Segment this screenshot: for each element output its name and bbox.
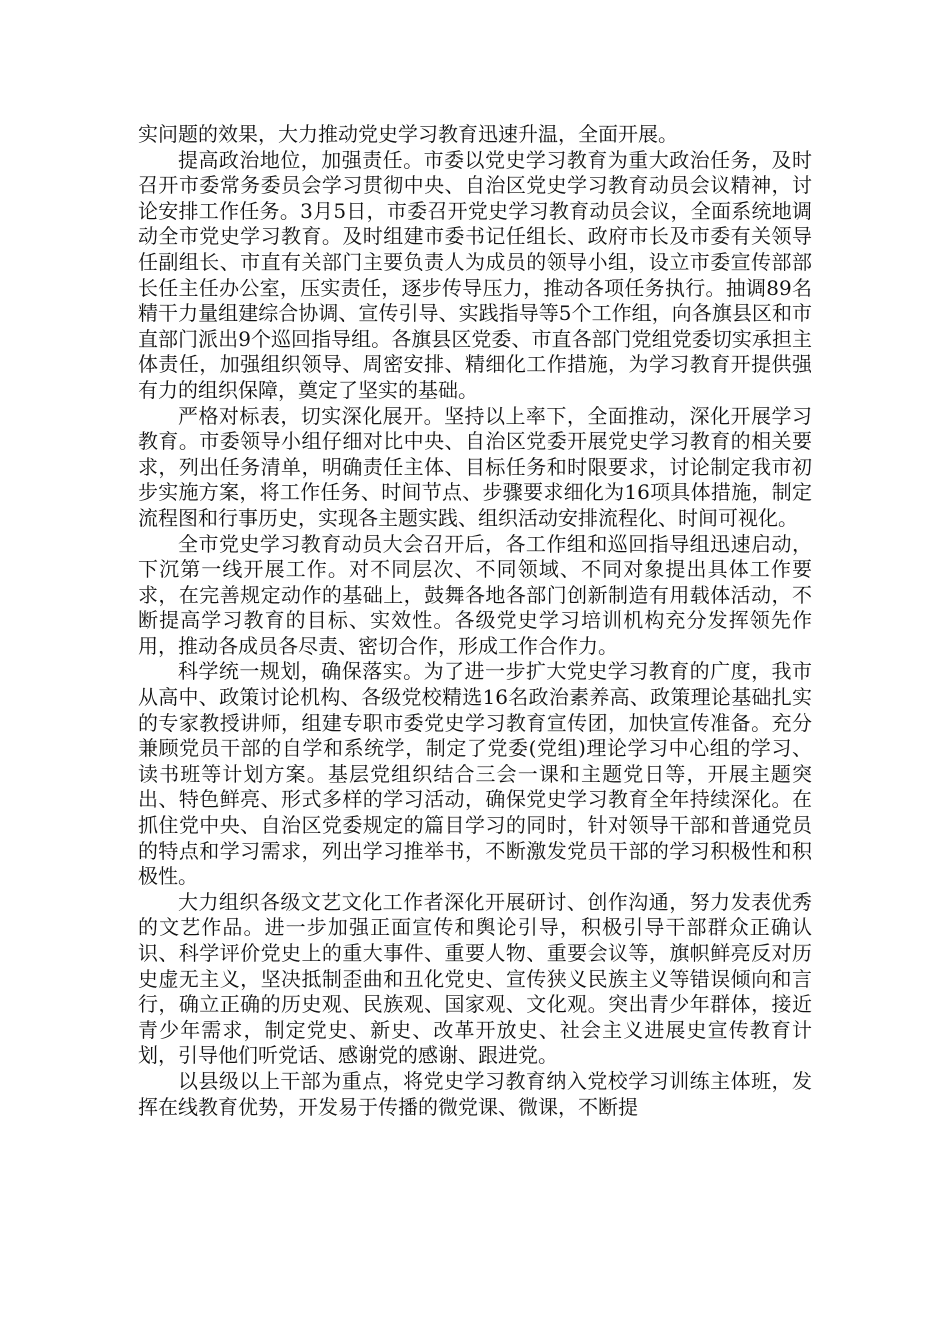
paragraph-mobilization: 全市党史学习教育动员大会召开后，各工作组和巡回指导组迅速启动，下沉第一线开展工作。对不同层次、不同领域、不同对象提出具体工作要求，在完善规定动作的基础上，鼓舞各地各部门创新制造有用载体活动，不断提高学习教育的目标、实效性。各级党史学习培训机构充分发挥领先作用，推动各成员各尽责、密切合作，形成工作合作力。 xyxy=(138,531,812,658)
paragraph-arts-culture: 大力组织各级文艺文化工作者深化开展研讨、创作沟通，努力发表优秀的文艺作品。进一步加强正面宣传和舆论引导，积极引导干部群众正确认识、科学评价党史上的重大事件、重要人物、重要会议等，旗帜鲜亮反对历史虚无主义，坚决抵制歪曲和丑化党史、宣传狭义民族主义等错误倾向和言行，确立正确的历史观、民族观、国家观、文化观。突出青少年群体，接近青少年需求，制定党史、新史、改革开放史、社会主义进展史宣传教育计划，引导他们听党话、感谢党的感谢、跟进党。 xyxy=(138,889,812,1068)
paragraph-county-cadres: 以县级以上干部为重点，将党史学习教育纳入党校学习训练主体班，发挥在线教育优势，开发易于传播的微党课、微课，不断提 xyxy=(138,1068,812,1119)
paragraph-scientific-planning: 科学统一规划，确保落实。为了进一步扩大党史学习教育的广度，我市从高中、政策讨论机构、各级党校精选16名政治素养高、政策理论基础扎实的专家教授讲师，组建专职市委党史学习教育宣传团，加快宣传准备。充分兼顾党员干部的自学和系统学，制定了党委(党组)理论学习中心组的学习、读书班等计划方案。基层党组织结合三会一课和主题党日等，开展主题突出、特色鲜亮、形式多样的学习活动，确保党史学习教育全年持续深化。在抓住党中央、自治区党委规定的篇目学习的同时，针对领导干部和普通党员的特点和学习需求，列出学习推举书，不断激发党员干部的学习积极性和积极性。 xyxy=(138,659,812,889)
paragraph-strict-benchmark: 严格对标表，切实深化展开。坚持以上率下，全面推动，深化开展学习教育。市委领导小组仔细对比中央、自治区党委开展党史学习教育的相关要求，列出任务清单，明确责任主体、目标任务和时限要求，讨论制定我市初步实施方案，将工作任务、时间节点、步骤要求细化为16项具体措施，制定流程图和行事历史，实现各主题实践、组织活动安排流程化、时间可视化。 xyxy=(138,403,812,530)
paragraph-political-position: 提高政治地位，加强责任。市委以党史学习教育为重大政治任务，及时召开市委常务委员会学习贯彻中央、自治区党史学习教育动员会议精神，讨论安排工作任务。3月5日，市委召开党史学习教育动员会议，全面系统地调动全市党史学习教育。及时组建市委书记任组长、政府市长及市委有关领导任副组长、市直有关部门主要负责人为成员的领导小组，设立市委宣传部部长任主任办公室，压实责任，逐步传导压力，推动各项任务执行。抽调89名精干力量组建综合协调、宣传引导、实践指导等5个工作组，向各旗县区和市直部门派出9个巡回指导组。各旗县区党委、市直各部门党组党委切实承担主体责任，加强组织领导、周密安排、精细化工作措施，为学习教育开提供强有力的组织保障，奠定了坚实的基础。 xyxy=(138,147,812,402)
document-page xyxy=(138,122,812,1120)
paragraph-continuation: 实问题的效果，大力推动党史学习教育迅速升温，全面开展。 xyxy=(138,122,678,146)
